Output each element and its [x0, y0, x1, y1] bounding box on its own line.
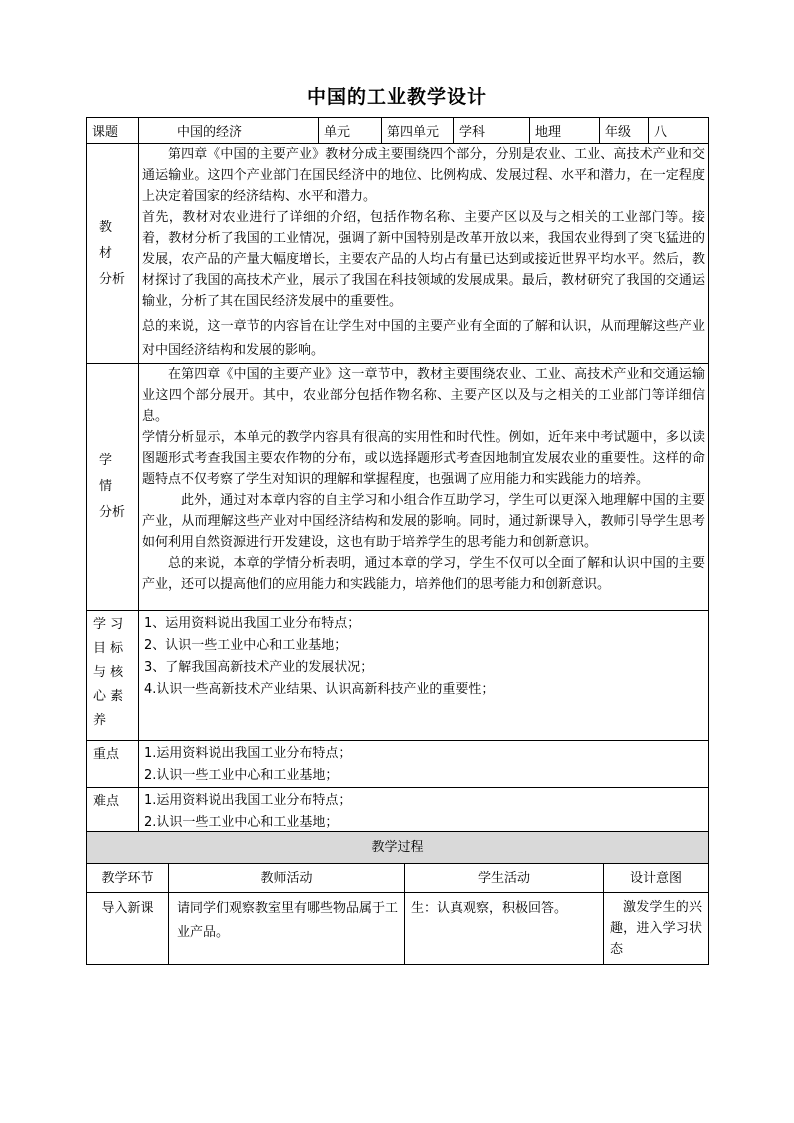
- label-line: 养: [93, 713, 107, 728]
- list-item: 2.认识一些工业中心和工业基地；: [144, 768, 339, 783]
- paragraph: 首先，教材对农业进行了详细的介绍，包括作物名称、主要产区以及与之相关的工业部门等。接着，教材分析了我国的工业情况，强调了新中国特别是改革开放以来，我国农业得到了突飞猛进的发展，农产品的产量大幅度增长，主要农产品的人均占有量已达到或接近世界平均水平。然后，教材探讨了我国的高技术产业，展示了我国在科技领域的发展成果。最后，教材研究了我国的交通运输业，分析了其在国民经济发展中的重要性。: [142, 210, 705, 309]
- label-char: 分析: [99, 505, 126, 520]
- grade-value: 八: [649, 118, 709, 144]
- column-header: 设计意图: [604, 864, 709, 893]
- objectives-label: [87, 611, 139, 741]
- label-char: 材: [99, 245, 131, 261]
- list-item: 1.运用资料说出我国工业分布特点；: [144, 746, 352, 761]
- unit-value: 第四单元: [382, 118, 454, 144]
- label-char: 学: [99, 453, 131, 468]
- student-analysis-label: [87, 364, 139, 611]
- paragraph: 总的来说，本章的学情分析表明，通过本章的学习，学生不仅可以全面了解和认识中国的主要产业，还可以提高他们的应用能力和实践能力，培养他们的思考能力和创新意识。: [142, 556, 705, 592]
- objectives-list: [139, 611, 709, 741]
- student-analysis-content: [139, 364, 709, 611]
- label-line: 与 核: [93, 665, 124, 680]
- paragraph: 总的来说，这一章节的内容旨在让学生对中国的主要产业有全面的了解和认识，从而理解这些产业对中国经济结构和发展的影响。: [142, 319, 705, 358]
- page-title: 中国的工业教学设计: [306, 86, 487, 108]
- label-char: 分析: [99, 271, 126, 287]
- difficult-points-label: 难点: [87, 788, 139, 835]
- student-activity-cell: 生：认真观察，积极回答。: [405, 893, 604, 965]
- label-char: 教: [99, 219, 131, 235]
- textbook-analysis-row: [87, 144, 709, 364]
- topic-value: 中国的经济: [139, 118, 319, 144]
- label-line: 心 素: [93, 689, 124, 704]
- student-analysis-row: [87, 364, 709, 611]
- list-item: 2、认识一些工业中心和工业基地；: [144, 638, 348, 653]
- textbook-analysis-content: [139, 144, 709, 364]
- stage-cell: 导入新课: [87, 893, 169, 965]
- difficult-points-list: [139, 788, 709, 835]
- difficult-points-row: [87, 788, 709, 835]
- paragraph: 学情分析显示，本单元的教学内容具有很高的实用性和时代性。例如，近年来中考试题中，多以读图题形式考查我国主要农作物的分布，或以选择题形式考查因地制宜发展农业的重要性。这样的命题特点不仅考察了学生对知识的理解和掌握程度，也强调了应用能力和实践能力的培养。: [142, 430, 705, 487]
- topic-label: 课题: [87, 118, 139, 144]
- table-row: [87, 893, 709, 965]
- process-banner: 教学过程: [87, 832, 709, 864]
- info-table: [86, 117, 709, 835]
- teacher-activity-cell: 请同学们观察教室里有哪些物品属于工业产品。: [169, 893, 405, 965]
- process-header-row: [87, 864, 709, 893]
- label-line: 学 习: [93, 617, 124, 632]
- grade-label: 年级: [600, 118, 649, 144]
- column-header: 教学环节: [87, 864, 169, 893]
- paragraph: 此外，通过对本章内容的自主学习和小组合作互助学习，学生可以更深入地理解中国的主要产业，从而理解这些产业对中国经济结构和发展的影响。同时，通过新课导入，教师引导学生思考如何利用自然资源进行开发建设，这也有助于培养学生的思考能力和创新意识。: [142, 493, 705, 550]
- header-row: [87, 118, 709, 144]
- list-item: 1.运用资料说出我国工业分布特点；: [144, 793, 352, 808]
- key-points-row: [87, 741, 709, 788]
- list-item: 2.认识一些工业中心和工业基地；: [144, 815, 339, 830]
- key-points-label: 重点: [87, 741, 139, 788]
- paragraph: 在第四章《中国的主要产业》这一章节中，教材主要围绕农业、工业、高技术产业和交通运输业这四个部分展开。其中，农业部分包括作物名称、主要产区以及与之相关的工业部门等详细信息。: [142, 367, 705, 424]
- subject-value: 地理: [530, 118, 600, 144]
- list-item: 3、了解我国高新技术产业的发展状况；: [144, 660, 374, 675]
- subject-label: 学科: [454, 118, 530, 144]
- process-table: [86, 831, 709, 965]
- list-item: 4.认识一些高新技术产业结果、认识高新科技产业的重要性；: [144, 682, 495, 697]
- list-item: 1、运用资料说出我国工业分布特点；: [144, 616, 361, 631]
- textbook-analysis-label: [87, 144, 139, 364]
- unit-label: 单元: [319, 118, 382, 144]
- label-line: 目 标: [93, 641, 124, 656]
- key-points-list: [139, 741, 709, 788]
- column-header: 教师活动: [169, 864, 405, 893]
- column-header: 学生活动: [405, 864, 604, 893]
- label-char: 情: [99, 479, 131, 494]
- design-intent-cell: 激发学生的兴趣，进入学习状态: [604, 893, 709, 965]
- objectives-row: [87, 611, 709, 741]
- paragraph: 第四章《中国的主要产业》教材分成主要围绕四个部分，分别是农业、工业、高技术产业和交通运输业。这四个产业部门在国民经济中的地位、比例构成、发展过程、水平和潜力，在一定程度上决定着国家的经济结构、水平和潜力。: [142, 147, 705, 204]
